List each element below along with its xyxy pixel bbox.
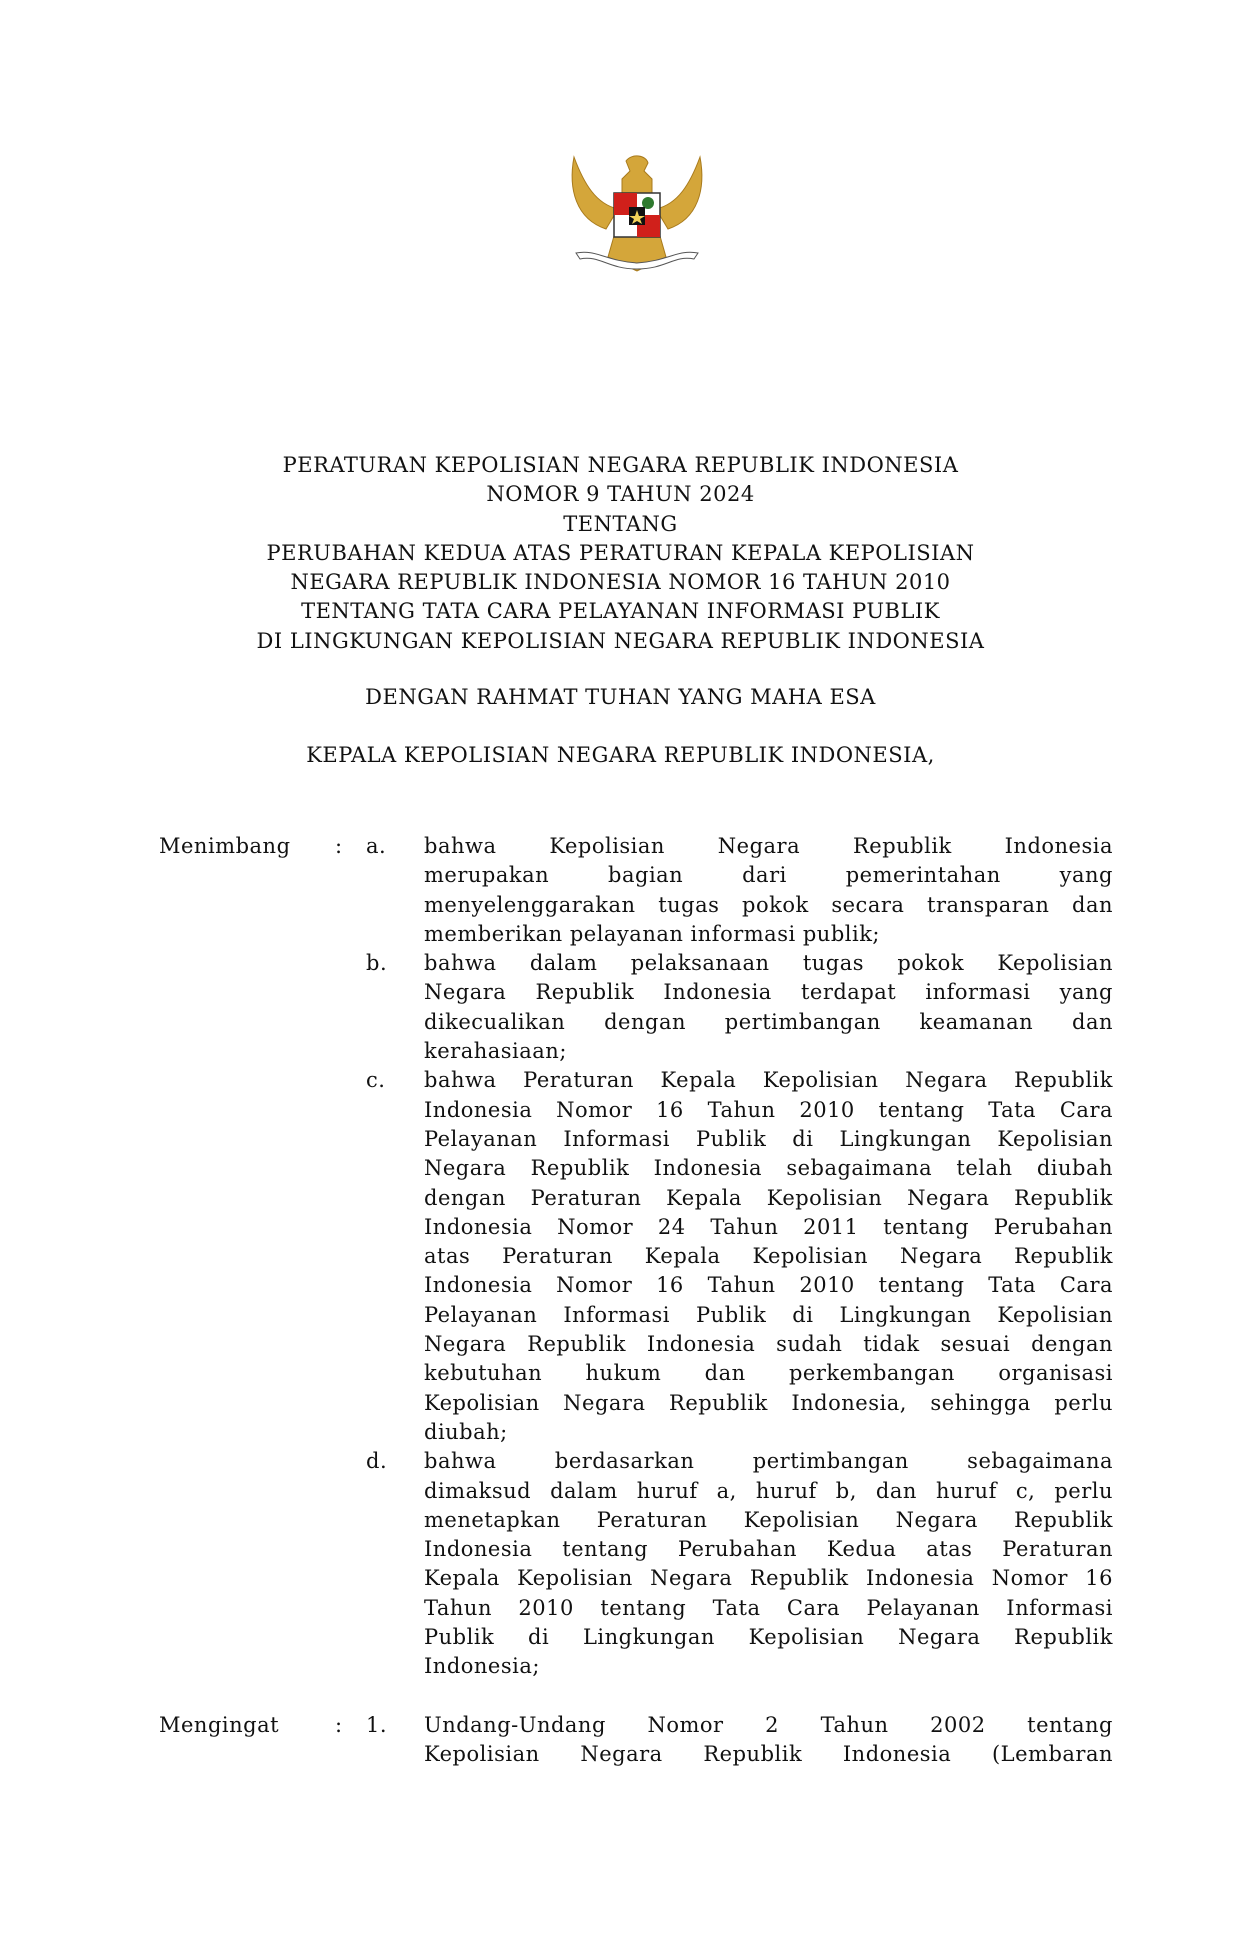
consideration-item — [159, 1447, 1113, 1681]
text-line: kerahasiaan; — [424, 1039, 567, 1064]
issuer: KEPALA KEPOLISIAN NEGARA REPUBLIK INDONESIA, — [306, 743, 935, 767]
section-colon: : — [335, 834, 343, 858]
title-line: NOMOR 9 TAHUN 2024 — [486, 482, 755, 507]
text-line: Indonesia Nomor 16 Tahun 2010 tentang Tata Cara — [424, 1097, 1113, 1122]
text-line: Indonesia tentang Perubahan Kedua atas Peraturan — [424, 1537, 1113, 1562]
section-label: Mengingat — [159, 1713, 280, 1737]
text-line: Indonesia Nomor 24 Tahun 2011 tentang Perubahan — [424, 1214, 1113, 1239]
text-line: Pelayanan Informasi Publik di Lingkungan Kepolisian — [424, 1302, 1113, 1327]
item-marker: a. — [366, 834, 387, 858]
title-line: DI LINGKUNGAN KEPOLISIAN NEGARA REPUBLIK INDONESIA — [256, 628, 985, 653]
consideration-item — [159, 1066, 1113, 1447]
text-line: bahwa berdasarkan pertimbangan sebagaimana — [424, 1449, 1113, 1474]
title-line: NEGARA REPUBLIK INDONESIA NOMOR 16 TAHUN 2010 — [290, 570, 951, 595]
text-line: Negara Republik Indonesia terdapat informasi yang — [424, 980, 1113, 1005]
item-text — [424, 1711, 1113, 1770]
title-line: TENTANG — [563, 511, 678, 536]
item-marker: d. — [366, 1449, 388, 1474]
text-line: dimaksud dalam huruf a, huruf b, dan huruf c, perlu — [424, 1478, 1113, 1503]
item-marker: c. — [366, 1068, 386, 1093]
text-line: diubah; — [424, 1419, 508, 1444]
title-line: PERUBAHAN KEDUA ATAS PERATURAN KEPALA KEPOLISIAN — [266, 540, 975, 565]
consideration-item — [159, 949, 1113, 1066]
text-line: Negara Republik Indonesia sudah tidak sesuai dengan — [424, 1332, 1113, 1357]
text-line: bahwa Kepolisian Negara Republik Indonesia — [424, 834, 1113, 858]
consideration-item — [159, 1711, 1113, 1770]
item-marker: 1. — [366, 1713, 388, 1737]
text-line: menyelenggarakan tugas pokok secara transparan dan — [424, 892, 1113, 917]
text-line: Indonesia Nomor 16 Tahun 2010 tentang Tata Cara — [424, 1273, 1113, 1298]
invocation: DENGAN RAHMAT TUHAN YANG MAHA ESA — [365, 685, 876, 709]
text-line: Indonesia; — [424, 1654, 540, 1679]
mengingat-section — [159, 1711, 1113, 1770]
item-text — [424, 1447, 1113, 1681]
text-line: Kepala Kepolisian Negara Republik Indonesia Nomor 16 — [424, 1566, 1113, 1591]
text-line: Publik di Lingkungan Kepolisian Negara Republik — [424, 1625, 1113, 1650]
text-line: dengan Peraturan Kepala Kepolisian Negara Republik — [424, 1185, 1113, 1210]
text-line: atas Peraturan Kepala Kepolisian Negara Republik — [424, 1244, 1113, 1269]
section-colon: : — [335, 1713, 343, 1737]
text-line: Tahun 2010 tentang Tata Cara Pelayanan Informasi — [424, 1595, 1113, 1620]
item-text — [424, 949, 1113, 1066]
text-line: kebutuhan hukum dan perkembangan organisasi — [424, 1361, 1113, 1386]
text-line: Pelayanan Informasi Publik di Lingkungan Kepolisian — [424, 1126, 1113, 1151]
consideration-item — [159, 832, 1113, 949]
item-marker: b. — [366, 951, 388, 976]
menimbang-section — [159, 832, 1113, 1682]
text-line: dikecualikan dengan pertimbangan keamanan dan — [424, 1009, 1113, 1034]
text-line: Negara Republik Indonesia sebagaimana telah diubah — [424, 1156, 1113, 1181]
text-line: bahwa dalam pelaksanaan tugas pokok Kepolisian — [424, 951, 1113, 976]
title-line: TENTANG TATA CARA PELAYANAN INFORMASI PUBLIK — [301, 599, 940, 624]
garuda-pancasila-emblem — [566, 149, 708, 277]
text-line: menetapkan Peraturan Kepolisian Negara Republik — [424, 1507, 1113, 1532]
text-line: bahwa Peraturan Kepala Kepolisian Negara Republik — [424, 1068, 1113, 1093]
section-label: Menimbang — [159, 834, 291, 858]
title-line: PERATURAN KEPOLISIAN NEGARA REPUBLIK INDONESIA — [282, 453, 959, 477]
text-line: Undang-Undang Nomor 2 Tahun 2002 tentang — [424, 1713, 1113, 1737]
text-line: merupakan bagian dari pemerintahan yang — [424, 863, 1113, 888]
text-line: Kepolisian Negara Republik Indonesia, sehingga perlu — [424, 1390, 1113, 1415]
text-line: Kepolisian Negara Republik Indonesia (Lembaran — [424, 1742, 1113, 1767]
item-text — [424, 1066, 1113, 1447]
regulation-title — [0, 451, 1241, 656]
item-text — [424, 832, 1113, 949]
text-line: memberikan pelayanan informasi publik; — [424, 921, 881, 946]
